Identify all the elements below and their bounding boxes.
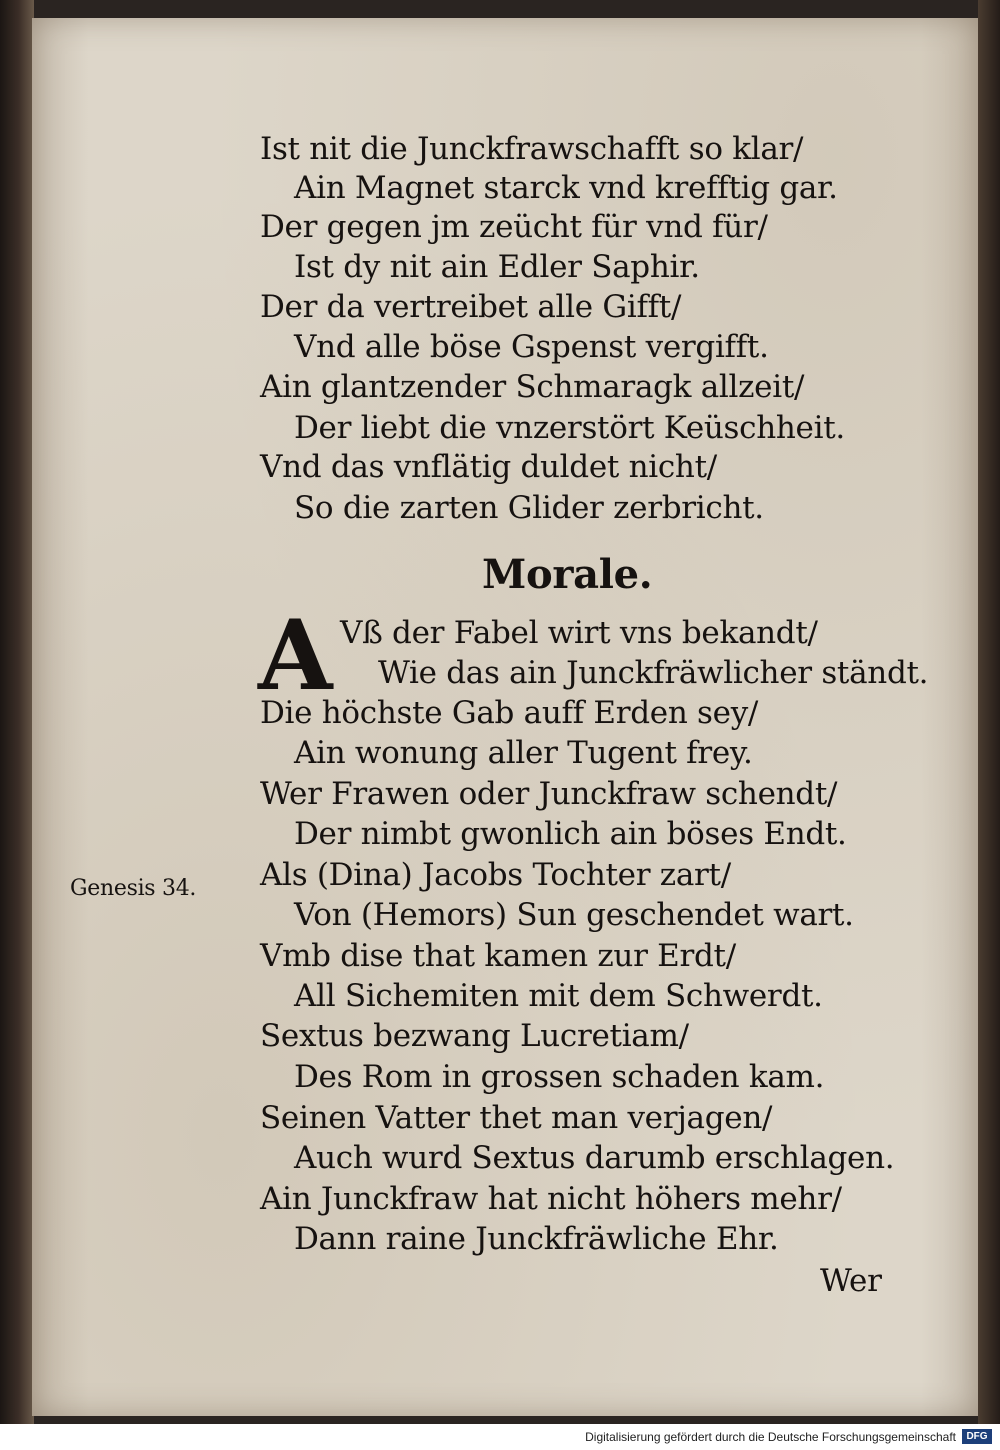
verse-line: Als (Dina) Jacobs Tochter zart/	[260, 857, 731, 893]
marginal-note: Genesis 34.	[70, 876, 197, 901]
decorated-initial: A	[258, 599, 333, 712]
verse-line: Ain Junckfraw hat nicht höhers mehr/	[260, 1181, 842, 1217]
verse-line: Vnd das vnflätig duldet nicht/	[260, 449, 717, 485]
verse-line: Seinen Vatter thet man verjagen/	[260, 1100, 773, 1136]
verse-line: Ain glantzender Schmaragk allzeit/	[260, 369, 805, 405]
verse-line: Ist dy nit ain Edler Saphir.	[294, 249, 700, 285]
verse-line: Der da vertreibet alle Gifft/	[260, 289, 682, 325]
verse-line: Von (Hemors) Sun geschendet wart.	[294, 897, 854, 933]
verse-line: Der gegen jm zeücht für vnd für/	[260, 209, 768, 245]
verse-line: Sextus bezwang Lucretiam/	[260, 1018, 689, 1054]
section-heading: Morale.	[482, 551, 653, 598]
verse-line: Vmb dise that kamen zur Erdt/	[260, 938, 736, 974]
book-spine	[0, 0, 34, 1424]
verse-line: Wie das ain Junckfräwlicher ständt.	[378, 655, 929, 691]
verse-line: All Sichemiten mit dem Schwerdt.	[294, 978, 823, 1014]
verse-line: Vß der Fabel wirt vns bekandt/	[340, 615, 818, 651]
verse-line: Der nimbt gwonlich ain böses Endt.	[294, 816, 847, 852]
verse-line: Dann raine Junckfräwliche Ehr.	[294, 1221, 779, 1257]
verse-line: Des Rom in grossen schaden kam.	[294, 1059, 825, 1095]
catchword: Wer	[820, 1263, 882, 1299]
dfg-logo: DFG	[962, 1429, 992, 1444]
verse-line: Wer Frawen oder Junckfraw schendt/	[260, 776, 838, 812]
verse-line: Ist nit die Junckfrawschafft so klar/	[260, 131, 804, 167]
book-page	[32, 18, 978, 1416]
verse-text	[32, 18, 978, 1416]
footer-credit: Digitalisierung gefördert durch die Deutsche Forschungsgemeinschaft	[585, 1430, 956, 1444]
verse-line: So die zarten Glider zerbricht.	[294, 490, 764, 526]
verse-line: Ain wonung aller Tugent frey.	[294, 735, 753, 771]
page-edge	[978, 0, 1000, 1424]
verse-line: Auch wurd Sextus darumb erschlagen.	[294, 1140, 895, 1176]
verse-line: Die höchste Gab auff Erden sey/	[260, 695, 759, 731]
verse-line: Ain Magnet starck vnd krefftig gar.	[294, 170, 838, 206]
verse-line: Vnd alle böse Gspenst vergifft.	[294, 329, 769, 365]
footer-bar	[0, 1424, 1000, 1450]
verse-line: Der liebt die vnzerstört Keüschheit.	[294, 410, 845, 446]
